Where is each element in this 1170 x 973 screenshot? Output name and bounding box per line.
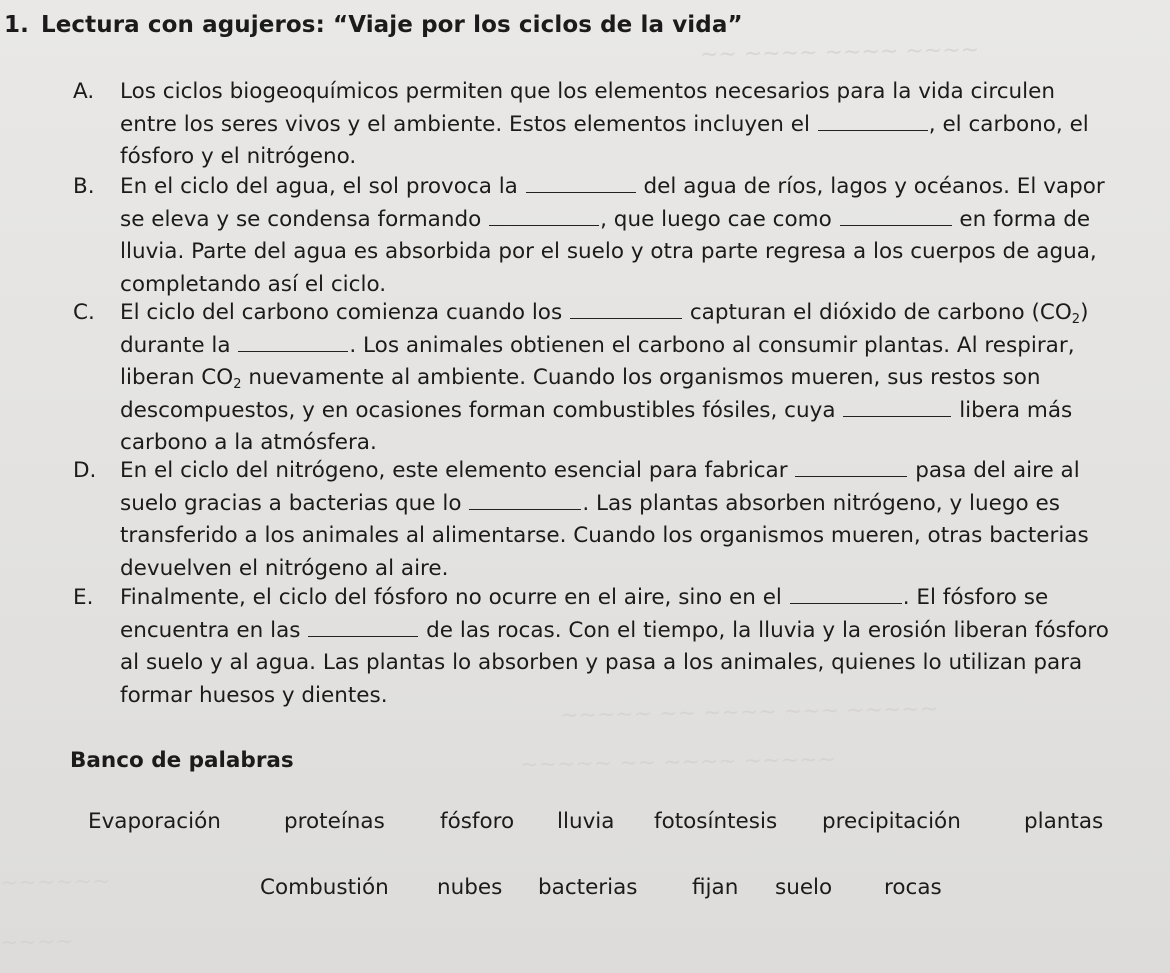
paragraph-letter: E. xyxy=(73,585,94,610)
text-line xyxy=(120,362,1040,395)
word-bank-item: Evaporación xyxy=(88,809,221,834)
text-segment: . Las plantas absorben nitrógeno, y luego es xyxy=(582,490,1060,516)
text-segment: Finalmente, el ciclo del fósforo no ocurre en el aire, sino en el xyxy=(120,585,789,610)
fill-in-blank[interactable] xyxy=(570,299,682,319)
text-line xyxy=(120,297,1088,330)
word-bank-item: plantas xyxy=(1024,809,1104,834)
text-segment: se eleva y se condensa formando xyxy=(120,206,489,232)
text-line xyxy=(120,582,1048,615)
text-segment: descompuestos, y en ocasiones forman combustibles fósiles, cuya xyxy=(120,397,843,423)
word-bank-item: fósforo xyxy=(440,809,515,834)
text-line xyxy=(120,171,1105,204)
text-segment: liberan $CO_2$ nuevamente al ambiente. Cuando los organismos mueren, sus restos son xyxy=(120,365,1041,393)
fill-in-blank[interactable] xyxy=(489,206,599,226)
text-segment: al suelo y al agua. Las plantas lo absorben y pasa a los animales, quienes lo utilizan para xyxy=(120,650,1083,676)
text-line xyxy=(120,553,448,586)
text-segment: suelo gracias a bacterias que lo xyxy=(120,490,469,516)
text-segment: de las rocas. Con el tiempo, la lluvia y la erosión liberan fósforo xyxy=(419,617,1109,643)
text-segment: transferido a los animales al alimentarse. Cuando los organismos mueren, otras bacterias xyxy=(120,523,1089,549)
text-line xyxy=(120,680,388,713)
fill-in-blank[interactable] xyxy=(843,397,951,417)
fill-in-blank[interactable] xyxy=(238,332,348,352)
text-segment: encuentra en las xyxy=(120,617,308,643)
text-segment: libera más xyxy=(952,397,1073,423)
text-segment: , que luego cae como xyxy=(600,206,839,232)
word-bank-item: precipitación xyxy=(822,809,961,834)
text-segment: durante la xyxy=(120,332,238,358)
text-segment: . Los animales obtienen el carbono al consumir plantas. Al respirar, xyxy=(349,332,1075,358)
text-line xyxy=(120,488,1060,521)
text-segment: del agua de ríos, lagos y océanos. El vapor xyxy=(636,174,1105,199)
text-segment: capturan el dióxido de carbono $(CO_2)$ xyxy=(683,300,1089,327)
fill-in-blank[interactable] xyxy=(790,584,902,604)
bleed-through-scribble: ~~~~~ ~~ ~~~~ ~~~~~ xyxy=(519,747,837,778)
text-line xyxy=(120,520,1089,553)
text-line xyxy=(120,455,1080,488)
word-bank-item: rocas xyxy=(884,875,942,900)
text-segment: , el carbono, el xyxy=(928,111,1089,137)
fill-in-blank[interactable] xyxy=(795,457,907,477)
text-segment: pasa del aire al xyxy=(908,458,1080,483)
word-bank-item: bacterias xyxy=(538,875,638,900)
text-line xyxy=(120,236,1097,269)
paragraph-letter: A. xyxy=(73,79,95,104)
text-segment: En el ciclo del nitrógeno, este elemento esencial para fabricar xyxy=(120,458,795,483)
exercise-title xyxy=(4,12,743,38)
text-line xyxy=(120,647,1082,680)
word-bank-item: fotosíntesis xyxy=(654,809,778,834)
bleed-through-scribble: ~~~~ xyxy=(0,929,74,956)
bleed-through-scribble: ~~~~~~ xyxy=(0,869,111,896)
text-segment: . El fósforo se xyxy=(902,585,1049,610)
fill-in-blank[interactable] xyxy=(469,490,581,510)
text-line xyxy=(120,395,1072,428)
text-line xyxy=(120,204,1090,237)
word-bank-item: Combustión xyxy=(260,875,389,900)
word-bank-item: lluvia xyxy=(557,809,615,834)
fill-in-blank[interactable] xyxy=(526,173,636,193)
exercise-title-text: Lectura con agujeros: “Viaje por los ciclos de la vida” xyxy=(40,12,743,38)
paragraph-letter: D. xyxy=(73,458,97,483)
text-line xyxy=(120,141,356,174)
text-segment: Los ciclos biogeoquímicos permiten que los elementos necesarios para la vida circulen xyxy=(120,79,1055,104)
bleed-through-scribble: ~~ ~~~~ ~~~~ ~~~~ xyxy=(699,37,980,68)
text-segment: El ciclo del carbono comienza cuando los xyxy=(120,300,569,325)
word-bank-item: nubes xyxy=(437,875,503,900)
paragraph-letter: C. xyxy=(73,300,95,325)
fill-in-blank[interactable] xyxy=(308,617,418,637)
word-bank-item: suelo xyxy=(775,875,833,900)
text-segment: formar huesos y dientes. xyxy=(120,682,388,708)
word-bank-item: proteínas xyxy=(284,809,385,834)
text-segment: carbono a la atmósfera. xyxy=(120,430,377,456)
text-segment: devuelven el nitrógeno al aire. xyxy=(120,555,449,581)
paragraph-letter: B. xyxy=(73,174,95,199)
text-segment: en forma de xyxy=(952,206,1091,232)
text-line xyxy=(120,109,1089,142)
fill-in-blank[interactable] xyxy=(840,206,952,226)
text-segment: fósforo y el nitrógeno. xyxy=(120,144,357,170)
text-line xyxy=(120,615,1109,648)
text-segment: En el ciclo del agua, el sol provoca la xyxy=(120,174,525,199)
exercise-number: 1. xyxy=(4,12,29,38)
word-bank-title: Banco de palabras xyxy=(70,748,294,773)
word-bank-item: fijan xyxy=(692,875,739,900)
text-line xyxy=(120,76,1055,109)
text-segment: lluvia. Parte del agua es absorbida por el suelo y otra parte regresa a los cuerpos de agua, xyxy=(120,239,1097,265)
text-segment: entre los seres vivos y el ambiente. Estos elementos incluyen el xyxy=(120,111,817,137)
fill-in-blank[interactable] xyxy=(818,111,928,131)
bleed-through-scribble: ~~~~~ ~~ ~~~~ ~~~ ~~~~~ xyxy=(559,696,939,729)
text-segment: completando así el ciclo. xyxy=(120,271,387,297)
text-line xyxy=(120,330,1075,363)
